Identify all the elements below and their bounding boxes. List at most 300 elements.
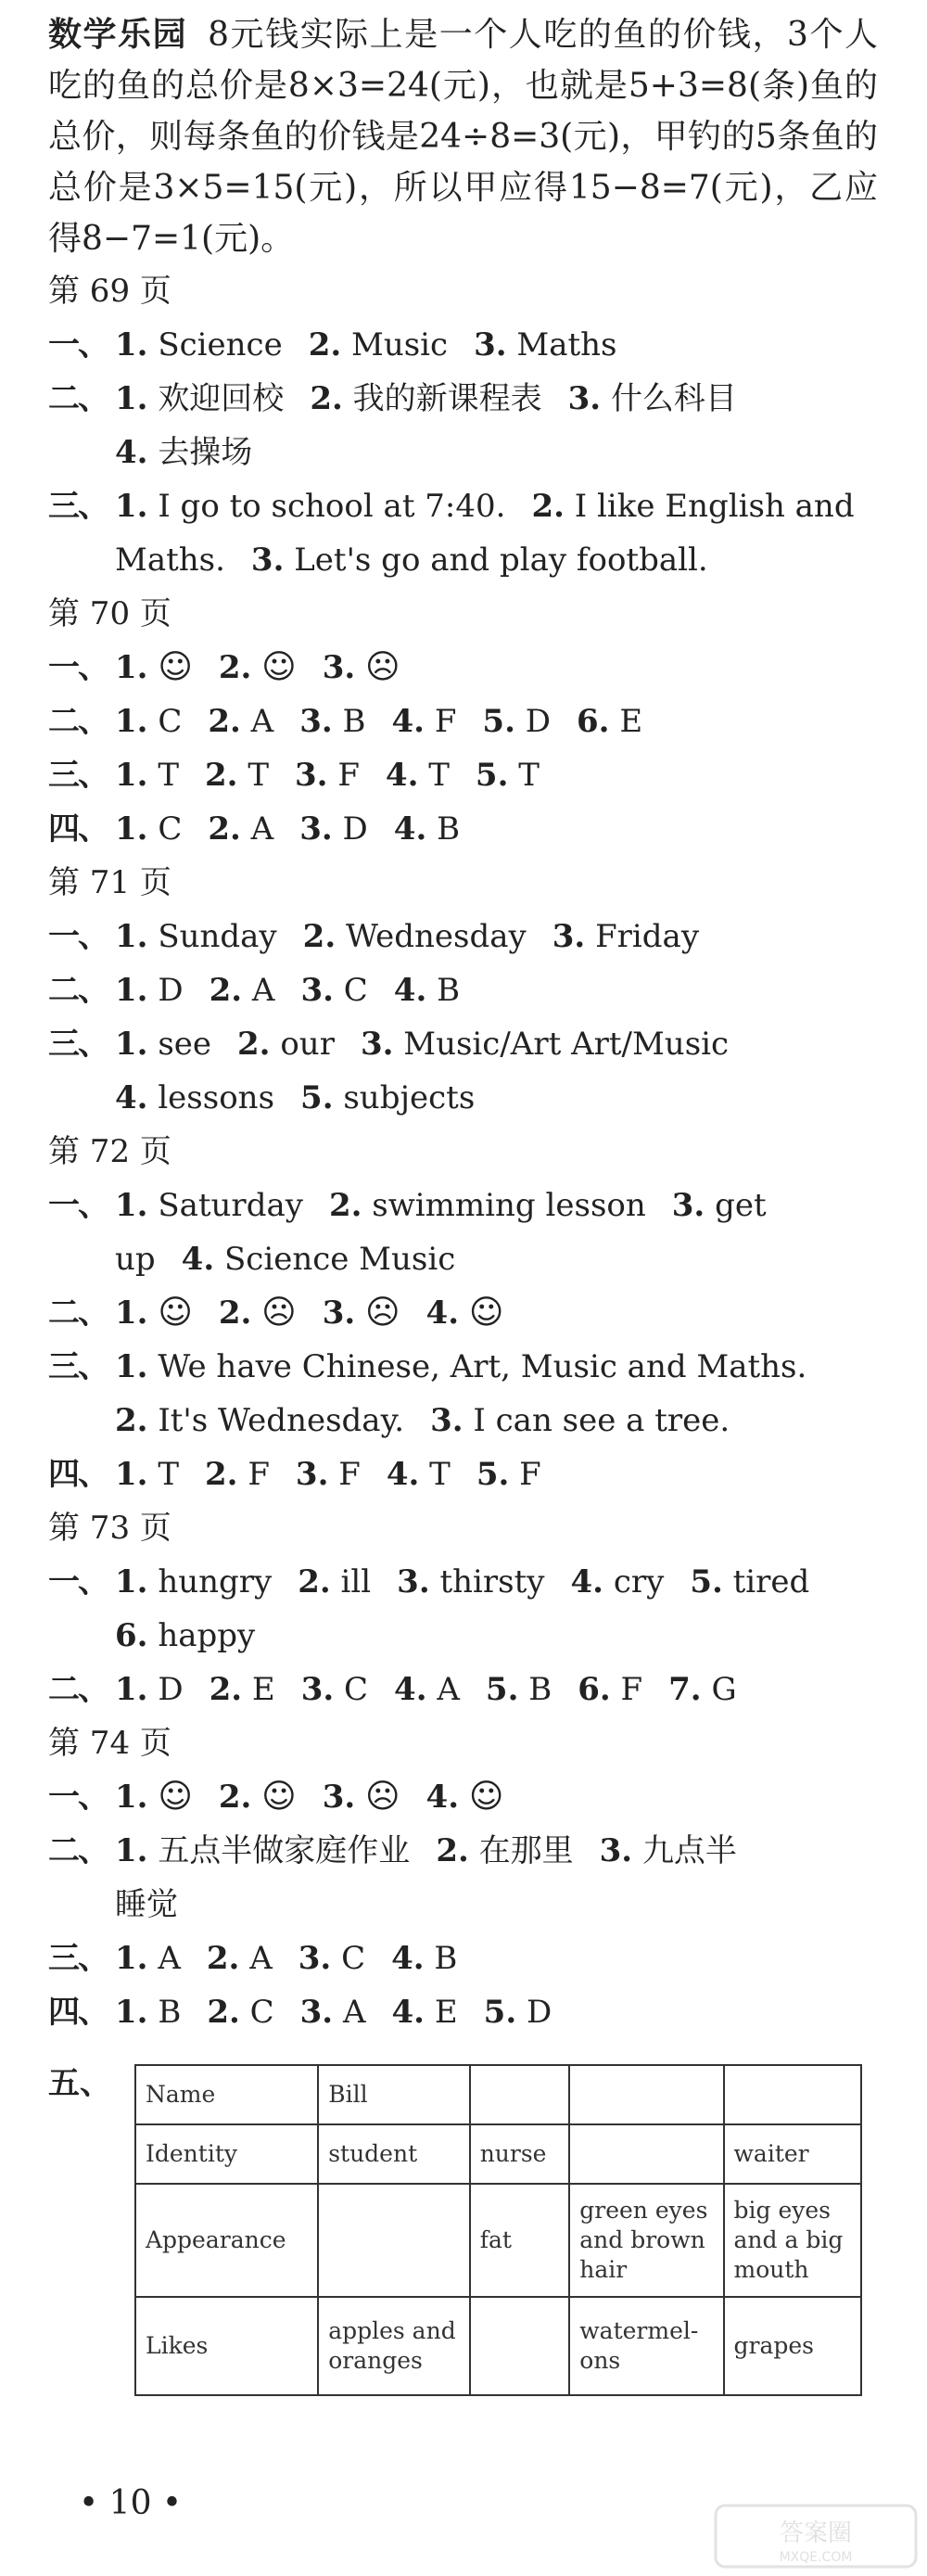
answer-line	[48, 1071, 878, 1125]
item-number: 7.	[668, 1671, 702, 1708]
answer-line	[48, 1447, 878, 1501]
answer-text: I like English and	[574, 488, 855, 525]
answer-item	[115, 918, 277, 955]
answer-item	[299, 810, 368, 848]
answer-item	[115, 326, 283, 363]
table-cell	[470, 2297, 570, 2395]
answer-item	[436, 1832, 573, 1869]
item-number: 3.	[300, 972, 334, 1009]
answer-text: B	[158, 1994, 182, 2031]
answer-item	[115, 1832, 410, 1869]
item-number: 3.	[322, 649, 356, 686]
table-row	[135, 2065, 861, 2124]
answer-item	[296, 1456, 361, 1493]
section-label: 一、	[48, 326, 108, 363]
item-number: 2.	[218, 649, 252, 686]
answer-text: C	[344, 1671, 369, 1708]
table-cell: grapes	[724, 2297, 861, 2395]
answer-item	[476, 757, 540, 794]
answer-line	[48, 1340, 878, 1394]
item-number: 2.	[207, 1994, 240, 2031]
answer-line	[48, 1179, 878, 1232]
answer-text: 五点半做家庭作业	[158, 1832, 411, 1869]
table-row	[135, 2297, 861, 2395]
item-number: 3.	[299, 703, 333, 740]
item-number: 1.	[115, 972, 148, 1009]
item-number: 5.	[485, 1671, 519, 1708]
answer-line	[48, 372, 878, 426]
item-number: 1.	[115, 1563, 148, 1600]
answer-text: I go to school at 7:40.	[158, 488, 506, 525]
answer-text: cry	[613, 1563, 665, 1600]
answer-pages	[48, 264, 878, 2039]
answer-line	[48, 1394, 878, 1447]
table-cell: watermel-ons	[569, 2297, 723, 2395]
item-number: 3.	[250, 542, 285, 579]
answer-item	[300, 972, 367, 1009]
answer-item	[210, 972, 275, 1009]
answer-line	[48, 533, 878, 587]
item-number: 2.	[310, 380, 343, 417]
answer-item	[310, 380, 541, 417]
answer-item	[323, 649, 400, 686]
answer-text: lessons	[158, 1079, 275, 1116]
answer-item	[208, 810, 273, 848]
answer-text: T	[518, 757, 540, 794]
answer-item	[219, 1779, 297, 1816]
answer-line	[48, 1663, 878, 1716]
answer-text: happy	[158, 1617, 256, 1654]
section-label: 四、	[48, 810, 108, 848]
answer-text: 睡觉	[115, 1886, 178, 1923]
item-number: 2.	[308, 326, 342, 363]
item-number: 3.	[430, 1402, 464, 1439]
answer-item	[205, 757, 269, 794]
answer-text: D	[158, 1671, 184, 1708]
answer-text: Music	[351, 326, 449, 363]
answer-text: 欢迎回校	[158, 380, 285, 417]
item-number: 1.	[115, 703, 148, 740]
face-icon: ☺	[261, 1778, 297, 1816]
answer-item	[115, 1617, 255, 1654]
face-icon: ☺	[261, 648, 297, 686]
answer-item	[115, 488, 505, 525]
item-number: 2.	[531, 488, 565, 525]
page-heading: 第 74 页	[48, 1725, 171, 1762]
answer-text: B	[437, 810, 461, 848]
table-cell: apples and oranges	[318, 2297, 470, 2395]
answer-item	[474, 326, 616, 363]
answer-item	[397, 1563, 544, 1600]
answer-text: D	[342, 810, 368, 848]
answer-text: Maths.	[115, 542, 225, 579]
answer-item	[486, 1671, 552, 1708]
intro-paragraph	[48, 9, 878, 264]
answer-text: A	[249, 1940, 273, 1977]
answer-text: E	[251, 1671, 275, 1708]
answer-item	[552, 918, 699, 955]
answer-item	[115, 1241, 156, 1278]
item-number: 2.	[209, 972, 243, 1009]
answer-text: B	[342, 703, 366, 740]
item-number: 3.	[295, 757, 328, 794]
answer-item	[182, 1241, 456, 1278]
item-number: 1.	[115, 1294, 148, 1332]
answer-text: A	[251, 972, 275, 1009]
answer-item	[115, 1402, 404, 1439]
answer-text: C	[249, 1994, 274, 2031]
table-cell: student	[318, 2124, 470, 2184]
page-heading: 第 70 页	[48, 595, 171, 632]
item-number: 5.	[690, 1563, 723, 1600]
item-number: 2.	[209, 1671, 243, 1708]
answer-text: Sunday	[158, 918, 277, 955]
answer-item	[323, 1779, 400, 1816]
answer-item	[394, 810, 460, 848]
answer-item	[115, 810, 182, 848]
item-number: 4.	[393, 810, 427, 848]
answer-text: D	[525, 703, 551, 740]
answer-text: ill	[340, 1563, 372, 1600]
table-cell: green eyes and brown hair	[569, 2184, 723, 2297]
answer-text: E	[434, 1994, 458, 2031]
answer-text: T	[158, 1456, 179, 1493]
item-number: 1.	[115, 1994, 148, 2031]
answer-text: T	[158, 757, 179, 794]
answer-item	[115, 1563, 272, 1600]
answer-text: A	[342, 1994, 366, 2031]
answer-item	[115, 1456, 179, 1493]
item-number: 3.	[474, 326, 507, 363]
answer-text: subjects	[343, 1079, 476, 1116]
answer-text: hungry	[158, 1563, 273, 1600]
answer-text: We have Chinese, Art, Music and Maths.	[158, 1348, 807, 1385]
item-number: 4.	[391, 1994, 425, 2031]
face-icon: ☺	[158, 648, 193, 686]
answer-line	[48, 910, 878, 963]
section-label: 三、	[48, 757, 108, 794]
item-number: 4.	[115, 1079, 148, 1116]
answer-text: A	[250, 703, 274, 740]
answer-item	[329, 1187, 646, 1224]
answer-text: T	[429, 1456, 451, 1493]
answer-text: D	[158, 972, 184, 1009]
answer-table	[134, 2064, 862, 2396]
answer-text: C	[158, 810, 183, 848]
item-number: 4.	[391, 703, 425, 740]
answer-line	[48, 641, 878, 695]
answer-text: G	[711, 1671, 737, 1708]
answer-item	[323, 1294, 400, 1332]
table-cell: Bill	[318, 2065, 470, 2124]
item-number: 3.	[299, 1994, 334, 2031]
item-number: 3.	[300, 1671, 335, 1708]
item-number: 1.	[115, 1671, 148, 1708]
item-number: 4.	[181, 1241, 215, 1278]
answer-text: F	[519, 1456, 541, 1493]
answer-text: A	[437, 1671, 460, 1708]
answer-line	[48, 1286, 878, 1340]
item-number: 3.	[295, 1456, 329, 1493]
answer-text: up	[115, 1241, 156, 1278]
answer-item	[115, 1294, 193, 1332]
item-number: 3.	[599, 1832, 633, 1869]
section-label: 四、	[48, 1994, 108, 2031]
answer-text: F	[620, 1671, 643, 1708]
item-number: 4.	[115, 434, 148, 471]
item-number: 3.	[671, 1187, 705, 1224]
item-number: 1.	[115, 1779, 148, 1816]
item-number: 2.	[298, 1563, 331, 1600]
item-number: 6.	[577, 703, 610, 740]
answer-item	[484, 1994, 552, 2031]
answer-line	[48, 748, 878, 802]
answer-line	[48, 1555, 878, 1609]
item-number: 4.	[385, 757, 419, 794]
item-number: 3.	[397, 1563, 430, 1600]
answer-item	[482, 703, 551, 740]
answer-text: I can see a tree.	[473, 1402, 730, 1439]
table-cell: Identity	[135, 2124, 318, 2184]
item-number: 2.	[218, 1294, 252, 1332]
item-number: 1.	[115, 1026, 148, 1063]
table-cell: Name	[135, 2065, 318, 2124]
answer-text: D	[526, 1994, 552, 2031]
section-label: 二、	[48, 1671, 108, 1708]
section-label: 三、	[48, 1348, 108, 1385]
section-label: 四、	[48, 1456, 108, 1493]
table-cell: nurse	[470, 2124, 570, 2184]
answer-item	[115, 542, 225, 579]
answer-text: E	[619, 703, 643, 740]
answer-item	[115, 1886, 178, 1923]
answer-text: Let's go and play football.	[294, 542, 708, 579]
answer-item	[361, 1026, 729, 1063]
answer-item	[476, 1456, 541, 1493]
svg-text:答案圈: 答案圈	[779, 2519, 853, 2547]
item-number: 2.	[206, 1940, 240, 1977]
item-number: 6.	[115, 1617, 148, 1654]
section-label: 三、	[48, 488, 108, 525]
answer-text: T	[248, 757, 269, 794]
face-icon: ☺	[468, 1778, 504, 1816]
face-icon: ☹	[365, 648, 400, 686]
item-number: 4.	[425, 1294, 460, 1332]
page-number: • 10 •	[79, 2484, 183, 2522]
answer-item	[219, 649, 297, 686]
item-number: 1.	[115, 488, 148, 525]
answer-item	[430, 1402, 730, 1439]
section-label: 一、	[48, 1187, 108, 1224]
item-number: 2.	[328, 1187, 362, 1224]
item-number: 2.	[205, 757, 238, 794]
answer-item	[205, 1456, 270, 1493]
answer-item	[309, 326, 448, 363]
item-number: 2.	[115, 1402, 148, 1439]
item-number: 2.	[208, 703, 241, 740]
answer-item	[690, 1563, 809, 1600]
answer-item	[299, 703, 365, 740]
item-number: 1.	[115, 1187, 148, 1224]
answer-item	[115, 757, 179, 794]
item-number: 2.	[208, 810, 241, 848]
answer-line	[48, 1609, 878, 1663]
item-number: 4.	[570, 1563, 603, 1600]
item-number: 2.	[218, 1779, 252, 1816]
answer-page	[48, 9, 878, 2039]
answer-text: A	[158, 1940, 181, 1977]
answer-item	[298, 1563, 371, 1600]
answer-line	[48, 802, 878, 856]
answer-text: thirsty	[439, 1563, 545, 1600]
answer-text: Science	[158, 326, 283, 363]
item-number: 3.	[299, 810, 333, 848]
answer-item	[571, 1563, 665, 1600]
table-cell: Likes	[135, 2297, 318, 2395]
answer-item	[115, 380, 284, 417]
answer-item	[303, 918, 527, 955]
answer-text: tired	[732, 1563, 810, 1600]
answer-item	[426, 1294, 504, 1332]
table-cell: waiter	[724, 2124, 861, 2184]
answer-item	[237, 1026, 335, 1063]
answer-text: B	[528, 1671, 552, 1708]
answer-item	[568, 380, 737, 417]
answer-text: B	[434, 1940, 458, 1977]
section-label: 一、	[48, 1563, 108, 1600]
table-cell: Appearance	[135, 2184, 318, 2297]
item-number: 1.	[115, 810, 148, 848]
answer-item	[115, 1671, 184, 1708]
answer-text: our	[280, 1026, 335, 1063]
answer-text: A	[250, 810, 274, 848]
answer-text: Science Music	[223, 1241, 456, 1278]
answer-item	[115, 1187, 303, 1224]
answer-item	[115, 434, 252, 471]
answer-item	[115, 1348, 806, 1385]
table-cell	[724, 2065, 861, 2124]
answer-line	[48, 1232, 878, 1286]
page-heading: 第 73 页	[48, 1510, 171, 1547]
answer-item	[600, 1832, 737, 1869]
item-number: 5.	[483, 1994, 517, 2031]
section-label: 三、	[48, 1026, 108, 1063]
item-number: 5.	[300, 1079, 334, 1116]
item-number: 1.	[115, 380, 148, 417]
table-section-label: 五、	[48, 2065, 111, 2102]
table-row	[135, 2184, 861, 2297]
table-cell	[569, 2065, 723, 2124]
section-label: 一、	[48, 649, 108, 686]
answer-item	[392, 703, 457, 740]
section-label: 二、	[48, 972, 108, 1009]
answer-item	[115, 1779, 193, 1816]
answer-item	[578, 1671, 642, 1708]
item-number: 3.	[360, 1026, 394, 1063]
answer-item	[394, 1671, 460, 1708]
item-number: 1.	[115, 326, 148, 363]
answer-item	[386, 757, 450, 794]
item-number: 3.	[298, 1940, 332, 1977]
answer-item	[115, 972, 184, 1009]
answer-item	[115, 1026, 211, 1063]
answer-item	[531, 488, 854, 525]
answer-text: Saturday	[158, 1187, 303, 1224]
item-number: 2.	[205, 1456, 238, 1493]
answer-line	[48, 426, 878, 479]
table-row	[135, 2124, 861, 2184]
answer-text: get	[715, 1187, 767, 1224]
answer-item	[426, 1779, 504, 1816]
item-number: 4.	[394, 1671, 427, 1708]
item-number: 3.	[322, 1294, 356, 1332]
intro-lead: 数学乐园	[48, 15, 188, 54]
item-number: 1.	[115, 1832, 148, 1869]
item-number: 3.	[322, 1779, 356, 1816]
item-number: 4.	[386, 1456, 420, 1493]
answer-text: T	[428, 757, 450, 794]
table-cell: big eyes and a big mouth	[724, 2184, 861, 2297]
face-icon: ☺	[158, 1778, 193, 1816]
answer-item	[251, 542, 708, 579]
answer-item	[207, 1994, 273, 2031]
answer-item	[208, 703, 273, 740]
answer-text: F	[248, 1456, 270, 1493]
answer-item	[668, 1671, 736, 1708]
section-label: 二、	[48, 703, 108, 740]
answer-item	[115, 703, 182, 740]
answer-item	[115, 1994, 181, 2031]
intro-text: 8元钱实际上是一个人吃的鱼的价钱，3个人吃的鱼的总价是8×3=24(元)，也就是5+3=8(条)鱼的总价，则每条鱼的价钱是24÷8=3(元)，甲钓的5条鱼的总价是3×5=15(元)，所以甲应得15−8=7(元)，乙应得8−7=1(元)。	[48, 16, 878, 258]
answer-text: Music/Art Art/Music	[403, 1026, 730, 1063]
answer-text: 在那里	[478, 1832, 574, 1869]
item-number: 5.	[482, 703, 515, 740]
answer-text: It's Wednesday.	[158, 1402, 405, 1439]
answer-text: C	[158, 703, 183, 740]
answer-text: F	[338, 1456, 361, 1493]
table-cell: fat	[470, 2184, 570, 2297]
section-label: 一、	[48, 918, 108, 955]
answer-text: 我的新课程表	[352, 380, 542, 417]
face-icon: ☹	[365, 1778, 400, 1816]
answer-item	[300, 1994, 366, 2031]
answer-line	[48, 1824, 878, 1878]
item-number: 3.	[552, 918, 586, 955]
table-cell	[470, 2065, 570, 2124]
table-cell	[569, 2124, 723, 2184]
answer-line	[48, 1932, 878, 1985]
item-number: 6.	[578, 1671, 611, 1708]
answer-text: Wednesday	[345, 918, 527, 955]
item-number: 1.	[115, 649, 148, 686]
item-number: 2.	[237, 1026, 271, 1063]
item-number: 5.	[476, 1456, 510, 1493]
answer-item	[115, 1940, 181, 1977]
answer-text: F	[434, 703, 457, 740]
item-number: 1.	[115, 1348, 148, 1385]
section-label: 二、	[48, 1294, 108, 1332]
answer-line	[48, 695, 878, 748]
answer-item	[115, 1079, 274, 1116]
answer-item	[301, 1671, 368, 1708]
answer-text: 九点半	[641, 1832, 737, 1869]
svg-text:MXQE.COM: MXQE.COM	[779, 2550, 853, 2565]
page-heading: 第 69 页	[48, 273, 171, 310]
item-number: 4.	[391, 1940, 425, 1977]
section-label: 一、	[48, 1779, 108, 1816]
item-number: 5.	[475, 757, 509, 794]
item-number: 1.	[115, 918, 148, 955]
